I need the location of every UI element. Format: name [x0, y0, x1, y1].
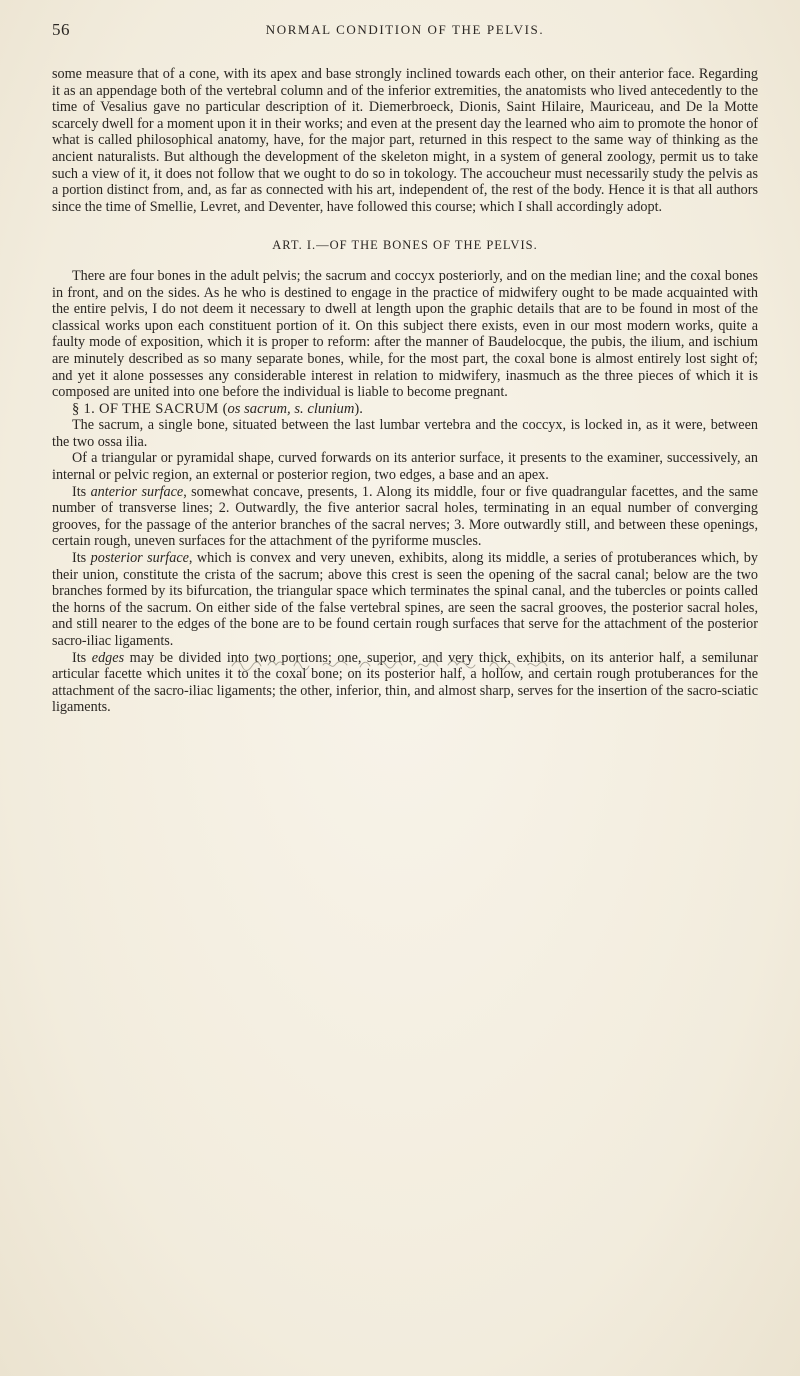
anterior-text: , somewhat concave, presents, 1. Along its middle, four or five quadrangular facettes, and the same number of transverse lines; 2. Outwardly, the five anterior sacral holes, terminating in an equal number of converging grooves, for the passage of the anterior branches of the sacral nerves; 3. More outwardly still, and between these openings, certain rough, uneven surfaces for the attachment of the pyriforme muscles. [52, 483, 758, 550]
section-heading-open-paren: ( [222, 400, 228, 417]
posterior-text: , which is convex and very uneven, exhibits, along its middle, a series of protuberances which, by their union, constitute the crista of the sacrum; above this crest is seen the opening of the sacral canal; below are the two branches formed by its bifurcation, the triangular space which terminates the spinal canal, and the tubercles or points called the horns of the sacrum. On either side of the false vertebral spines, are seen the sacral grooves, the posterior sacral holes, and still nearer to the edges of the bone are to be found certain rough surfaces that serve for the attachment of the posterior sacro-iliac ligaments. [52, 550, 758, 649]
shape-paragraph: Of a triangular or pyramidal shape, curved forwards on its anterior surface, it presents to the examiner, successively, an internal or pelvic region, an external or posterior region, two edges, a base and an apex. [52, 450, 758, 484]
running-head: NORMAL CONDITION OF THE PELVIS. [265, 22, 545, 37]
posterior-surface-term: posterior surface [90, 550, 189, 567]
edges-text: may be divided into two portions; one, superior, and very thick, exhibits, on its anterior half, a semilunar articular facette which unites it to the coxal bone; on its posterior half, a hollow, and certain rough protuberances for the attachment of the sacro-iliac ligaments; the other, inferior, thin, and almost sharp, serves for the insertion of the sacro-sciatic ligaments. [52, 649, 758, 716]
section-heading-latin: os sacrum, s. clunium [227, 400, 355, 417]
page-body [52, 66, 758, 716]
edges-lead: Its [72, 649, 92, 666]
edges-paragraph [52, 650, 758, 716]
article-heading: ART. I.—OF THE BONES OF THE PELVIS. [272, 238, 538, 253]
bones-paragraph: There are four bones in the adult pelvis; the sacrum and coccyx posteriorly, and on the median line; and the coxal bones in front, and on the sides. As he who is destined to engage in the practice of midwifery ought to be made acquainted with the entire pelvis, I do not deem it necessary to dwell at length upon the graphic details that are to be found in most of the classical works upon each constituent portion of it. On this subject there exists, even in our most modern works, quite a faulty mode of exposition, which it is proper to reform: after the manner of Baudelocque, the pubis, the ilium, and ischium are minutely described as so many separate bones, while, for the most part, the coxal bone is almost entirely lost sight of; and yet it alone possesses any considerable interest in relation to midwifery, inasmuch as the three pieces of which it is composed are united into one before the individual is liable to become pregnant. [52, 267, 758, 401]
page-number: 56 [52, 20, 70, 39]
page-header [52, 20, 758, 42]
section-heading [52, 401, 758, 418]
posterior-surface-paragraph [52, 550, 758, 650]
posterior-lead: Its [72, 550, 91, 567]
anterior-surface-term: anterior surface [90, 483, 184, 500]
sacrum-intro-paragraph: The sacrum, a single bone, situated between the last lumbar vertebra and the coccyx, is locked in, as it were, between the two ossa ilia. [52, 417, 758, 450]
anterior-surface-paragraph [52, 484, 758, 550]
section-heading-close-paren: ). [354, 400, 363, 417]
edges-term: edges [91, 649, 125, 666]
intro-paragraph: some measure that of a cone, with its apex and base strongly inclined towards each other, on their anterior face. Regarding it as an appendage both of the vertebral column and of the inferior extremities, the anatomists who lived antecedently to the time of Vesalius gave no particular description of it. Diemerbroeck, Dionis, Saint Hilaire, Mauriceau, and De la Motte scarcely dwell for a moment upon it in their works; and even at the present day the learned who aim to promote the honor of what is called philosophical anatomy, have, for the major part, returned in this respect to the same way of thinking as the ancient naturalists. But although the development of the skeleton might, in a system of general zoology, permit us to take such a view of it, it does not follow that we ought to do so in tokology. The accoucheur must necessarily study the pelvis as a portion distinct from, and, as far as connected with his art, independent of, the rest of the body. Hence it is that all authors since the time of Smellie, Levret, and Deventer, have followed this course; which I shall accordingly adopt. [52, 66, 759, 215]
section-heading-title: § 1. OF THE SACRUM [72, 400, 223, 417]
anterior-lead: Its [72, 483, 91, 500]
